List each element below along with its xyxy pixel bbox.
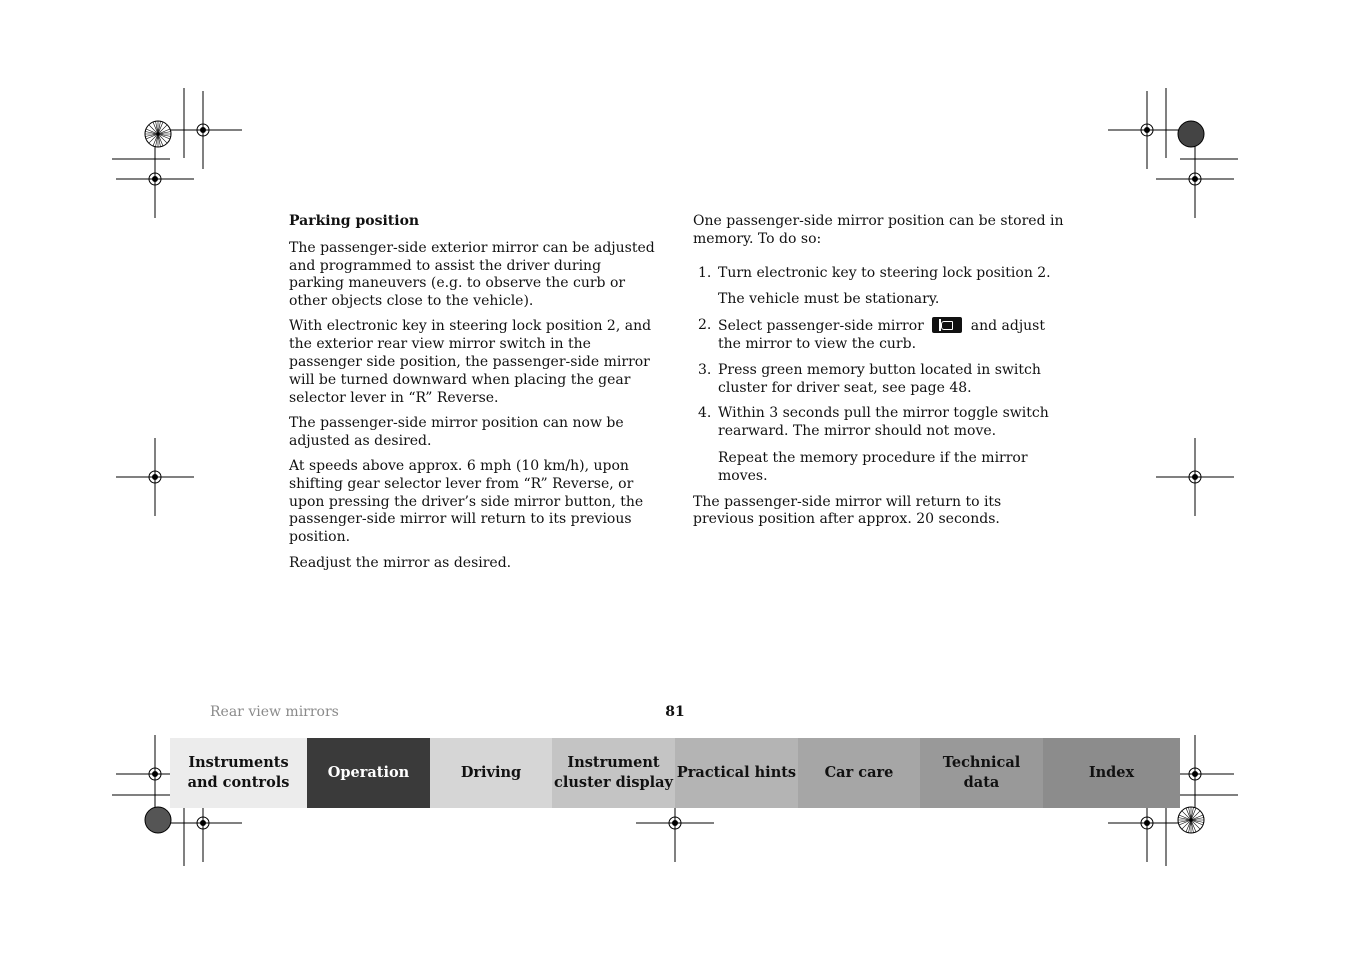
tab-label: Practical hints xyxy=(676,764,797,781)
procedure-step xyxy=(693,362,1065,398)
intro-paragraph: One passenger-side mirror position can be stored in memory. To do so: xyxy=(693,213,1064,247)
tab-operation[interactable] xyxy=(307,738,430,808)
tab-driving[interactable] xyxy=(430,738,552,808)
step-text: Within 3 seconds pull the mirror toggle switch rearward. The mirror should not move. xyxy=(718,405,1049,440)
paragraph: At speeds above approx. 6 mph (10 km/h), upon shifting gear selector lever from “R” Reverse, or upon pressing the driver’s side mirror button, the passenger-side mirror will return to its previous position. xyxy=(289,458,644,546)
paragraph: Readjust the mirror as desired. xyxy=(289,554,512,571)
procedure-steps xyxy=(693,265,1065,486)
tab-label: Index xyxy=(1088,764,1135,781)
tab-label: Driving xyxy=(460,764,522,781)
page-number: 81 xyxy=(665,704,685,720)
tab-label: Car care xyxy=(824,764,894,781)
paragraph: With electronic key in steering lock position 2, and the exterior rear view mirror switch in the passenger side position, the passenger-side mirror will be turned downward when placing the gear selector lever in “R” Reverse. xyxy=(289,318,652,406)
step-text: Turn electronic key to steering lock position 2. xyxy=(718,264,1051,281)
step-number: 2. xyxy=(698,317,712,334)
tab-label: Instruments and controls xyxy=(187,754,290,791)
paragraph: The passenger-side mirror position can now be adjusted as desired. xyxy=(289,414,624,449)
procedure-step xyxy=(693,317,1065,354)
tab-practical-hints[interactable] xyxy=(675,738,798,808)
step-number: 3. xyxy=(698,361,712,378)
right-text-column xyxy=(693,213,1065,537)
tab-label: Operation xyxy=(327,764,410,781)
step-text: Select passenger-side mirror xyxy=(718,318,924,335)
tab-index[interactable] xyxy=(1043,738,1180,808)
tab-label: Technical data xyxy=(942,754,1021,791)
tab-car-care[interactable] xyxy=(798,738,920,808)
step-note: Repeat the memory procedure if the mirror moves. xyxy=(718,449,1028,484)
chapter-navigation xyxy=(170,738,1180,808)
passenger-mirror-button-icon xyxy=(932,317,962,333)
procedure-step xyxy=(693,405,1065,485)
step-number: 4. xyxy=(698,405,712,422)
footer-section-title: Rear view mirrors xyxy=(210,704,339,720)
step-text: and adjust the mirror to view the curb. xyxy=(718,318,1045,352)
step-note: The vehicle must be stationary. xyxy=(718,291,940,308)
step-number: 1. xyxy=(698,264,712,281)
closing-paragraph: The passenger-side mirror will return to its previous position after approx. 20 seconds. xyxy=(693,493,1002,528)
left-text-column xyxy=(289,213,659,580)
section-heading: Parking position xyxy=(289,213,420,229)
tab-instruments-and-controls[interactable] xyxy=(170,738,307,808)
step-text: Press green memory button located in switch cluster for driver seat, see page 48. xyxy=(718,361,1041,396)
tab-label: Instrument cluster display xyxy=(554,754,673,791)
tab-instrument-cluster-display[interactable] xyxy=(552,738,675,808)
procedure-step xyxy=(693,265,1065,310)
tab-technical-data[interactable] xyxy=(920,738,1043,808)
paragraph: The passenger-side exterior mirror can be adjusted and programmed to assist the driver during parking maneuvers (e.g. to observe the curb or other objects close to the vehicle). xyxy=(289,239,655,310)
